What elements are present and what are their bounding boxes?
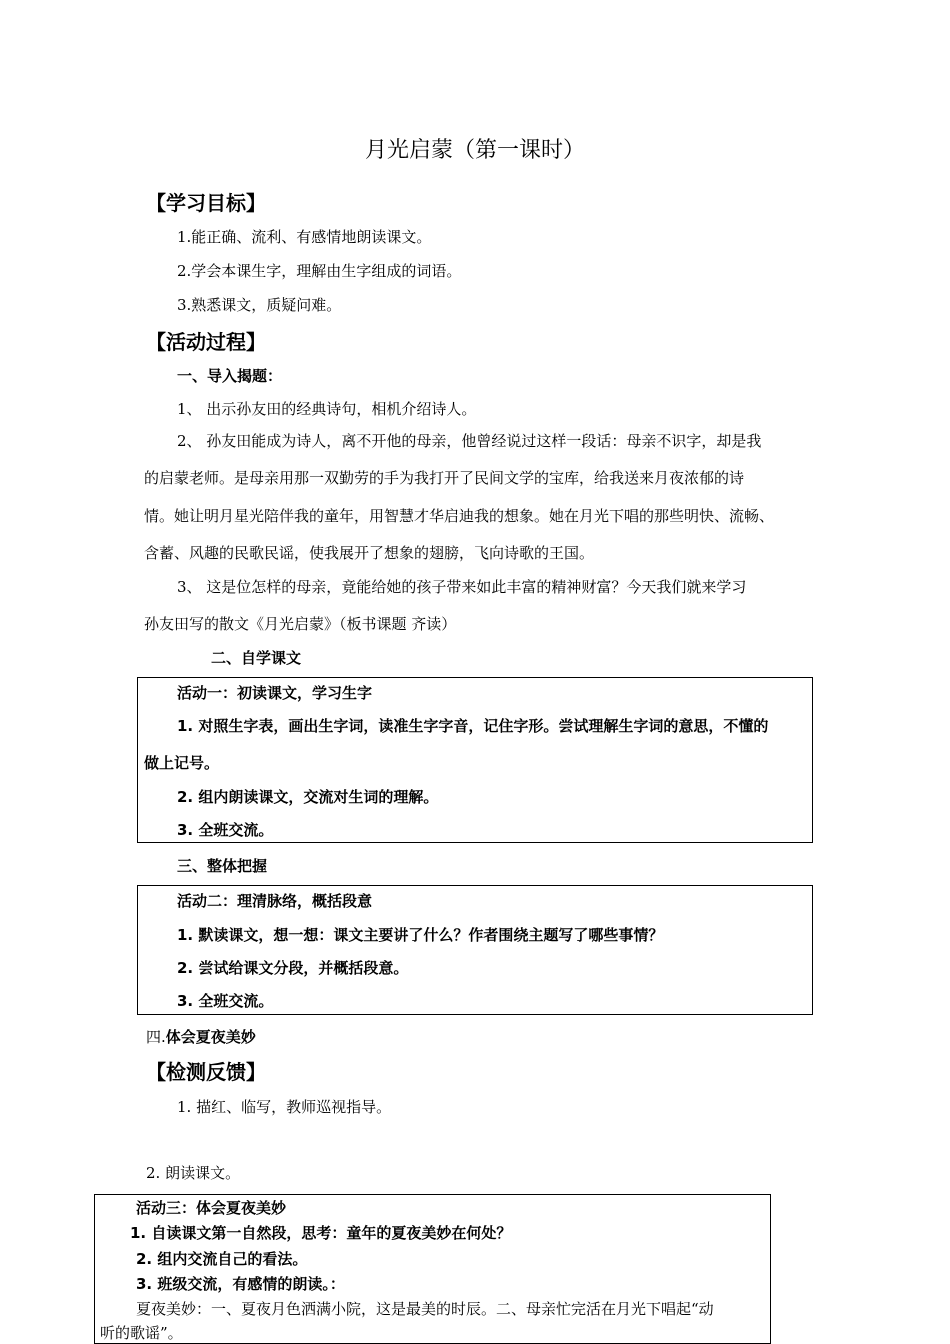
- activity-1-item-3: 3. 全班交流。: [177, 821, 274, 839]
- activity-3-summary-line: 夏夜美妙：一、夏夜月色洒满小院，这是最美的时辰。二、母亲忙完活在月光下唱起“动: [136, 1300, 714, 1318]
- feedback-item-1: 1. 描红、临写，教师巡视指导。: [177, 1098, 392, 1116]
- section-4-label: 体会夏夜美妙: [165, 1028, 256, 1046]
- activity-1-item-1-line: 1. 对照生字表，画出生字词，读准生字字音，记住字形。尝试理解生字词的意思，不懂的: [177, 717, 769, 735]
- activity-2-item-3: 3. 全班交流。: [177, 992, 274, 1010]
- intro-paragraph-3-line: 孙友田写的散文《月光启蒙》（板书课题 齐读）: [144, 615, 457, 633]
- intro-paragraph-3-line: 3、 这是位怎样的母亲，竟能给她的孩子带来如此丰富的精神财富？今天我们就来学习: [177, 578, 747, 596]
- intro-paragraph-1: 1、 出示孙友田的经典诗句，相机介绍诗人。: [177, 400, 477, 418]
- intro-paragraph-2-line: 情。她让明月星光陪伴我的童年，用智慧才华启迪我的想象。她在月光下唱的那些明快、流畅、: [144, 507, 775, 525]
- document-title: 月光启蒙（第一课时）: [364, 138, 585, 163]
- activity-2-title: 活动二：理清脉络，概括段意: [177, 892, 373, 910]
- activity-3-item-1: 1. 自读课文第一自然段，思考：童年的夏夜美妙在何处？: [130, 1224, 512, 1242]
- intro-paragraph-2-line: 含蓄、风趣的民歌民谣，使我展开了想象的翅膀，飞向诗歌的王国。: [144, 544, 595, 562]
- activity-1-title: 活动一：初读课文，学习生字: [177, 684, 373, 702]
- activity-3-item-3: 3. 班级交流，有感情的朗读。：: [136, 1275, 345, 1293]
- feedback-heading: 【检测反馈】: [146, 1060, 266, 1084]
- feedback-item-2: 2. 朗读课文。: [146, 1164, 241, 1182]
- section-3-heading: 三、整体把握: [177, 857, 268, 875]
- section-1-heading: 一、导入揭题：: [177, 367, 283, 385]
- goal-item-1: 1.能正确、流利、有感情地朗读课文。: [177, 228, 432, 246]
- activity-3-item-2: 2. 组内交流自己的看法。: [136, 1250, 308, 1268]
- activity-2-item-1: 1. 默读课文，想一想：课文主要讲了什么？作者围绕主题写了哪些事情？: [177, 926, 664, 944]
- activity-1-item-2: 2. 组内朗读课文，交流对生词的理解。: [177, 788, 439, 806]
- goals-heading: 【学习目标】: [146, 191, 266, 215]
- goal-item-2: 2.学会本课生字，理解由生字组成的词语。: [177, 262, 462, 280]
- goal-item-3: 3.熟悉课文，质疑问难。: [177, 296, 342, 314]
- section-4-heading: [146, 1026, 256, 1047]
- section-4-prefix: 四.: [146, 1028, 166, 1046]
- activity-3-title: 活动三：体会夏夜美妙: [136, 1199, 287, 1217]
- process-heading: 【活动过程】: [146, 330, 266, 354]
- activity-1-item-1-line: 做上记号。: [144, 754, 220, 772]
- section-2-heading: 二、自学课文: [211, 649, 302, 667]
- activity-2-item-2: 2. 尝试给课文分段，并概括段意。: [177, 959, 409, 977]
- intro-paragraph-2-line: 的启蒙老师。是母亲用那一双勤劳的手为我打开了民间文学的宝库，给我送来月夜浓郁的诗: [144, 469, 745, 487]
- intro-paragraph-2-line: 2、 孙友田能成为诗人，离不开他的母亲，他曾经说过这样一段话：母亲不识字，却是我: [177, 432, 762, 450]
- activity-3-summary-line: 听的歌谣”。: [100, 1324, 183, 1342]
